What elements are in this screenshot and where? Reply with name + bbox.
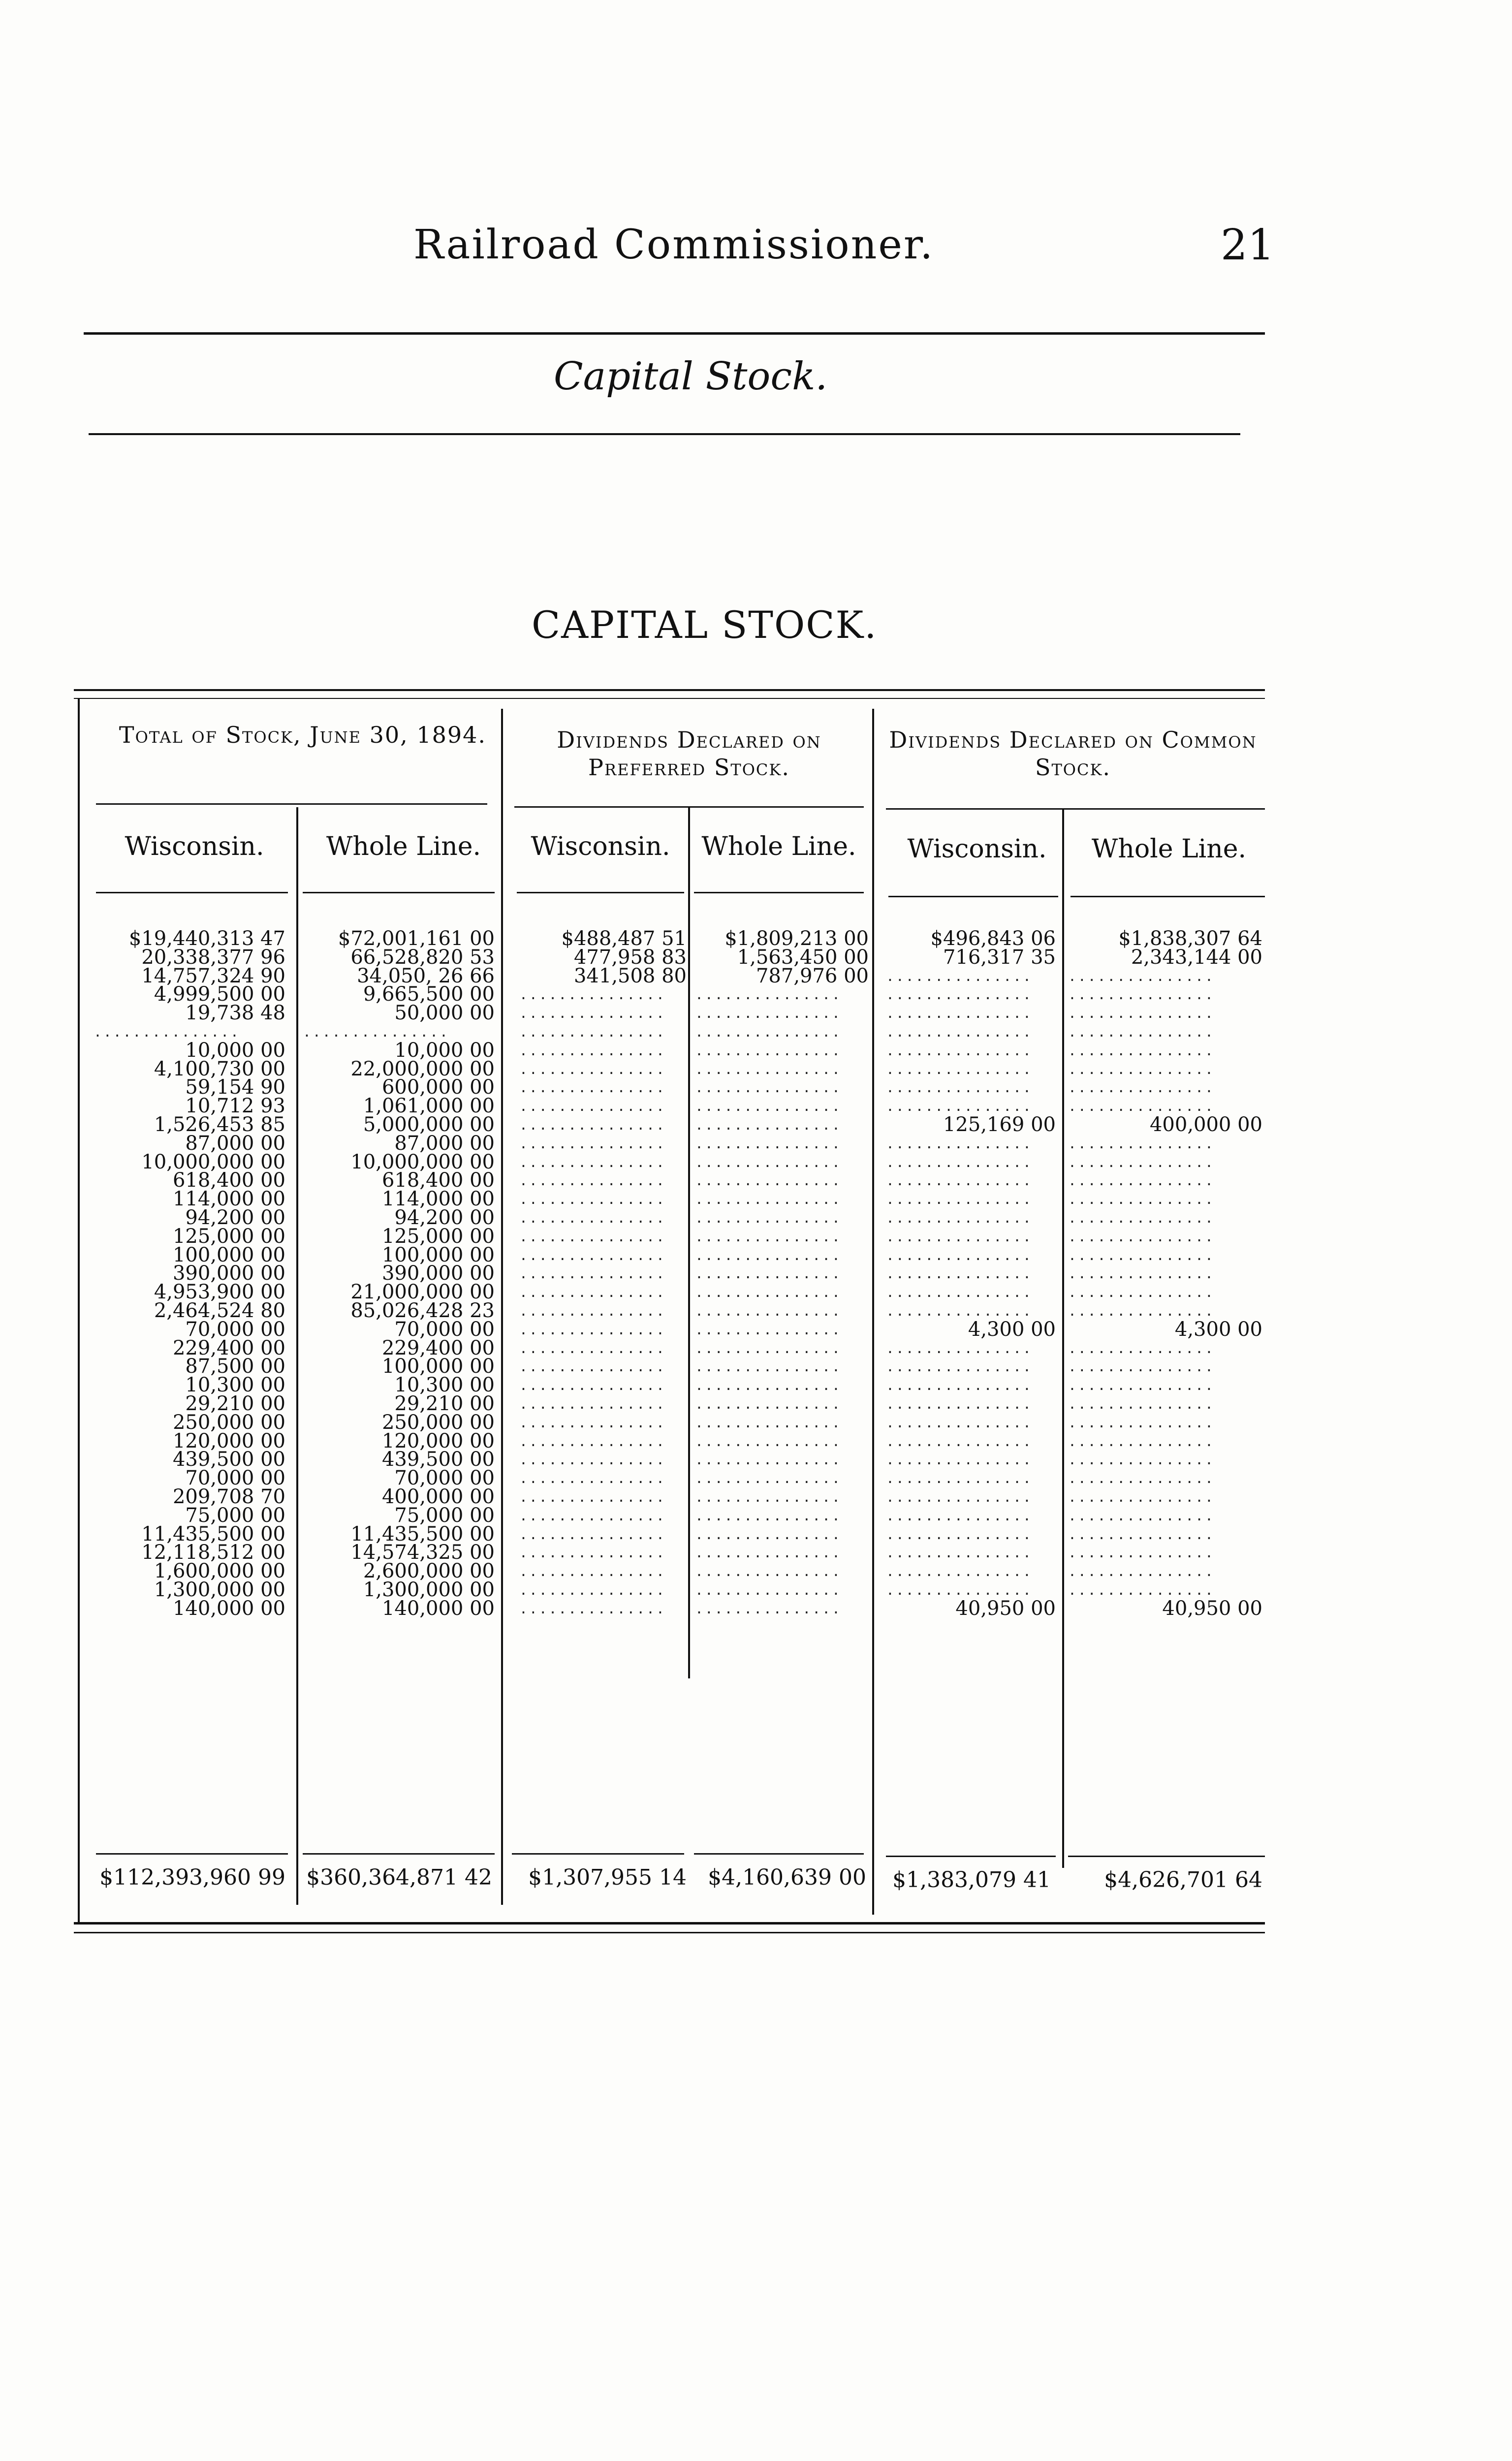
dotted-leader: ............... — [1068, 1358, 1215, 1375]
dotted-leader: ............... — [695, 1136, 842, 1152]
dotted-leader: ............... — [695, 1563, 842, 1579]
table-cell: 618,400 00 — [172, 1169, 285, 1192]
dotted-leader: ............... — [886, 1247, 1033, 1263]
total-cell: $4,160,639 00 — [708, 1865, 866, 1890]
dotted-leader: ............... — [519, 1172, 666, 1189]
divider-group-2 — [872, 709, 874, 1915]
table-title: CAPITAL STOCK. — [532, 603, 878, 647]
table-bottom-rule-inner — [74, 1932, 1265, 1933]
table-cell: 10,300 00 — [394, 1374, 495, 1396]
dotted-leader: ............... — [695, 1489, 842, 1505]
table-cell: $496,843 06 — [930, 927, 1056, 950]
table-cell: 10,000,000 00 — [350, 1151, 495, 1173]
totals-rule-3 — [512, 1853, 684, 1855]
column-head-rule-5 — [888, 896, 1058, 897]
dotted-leader: ............... — [695, 1042, 842, 1059]
table-cell: 11,435,500 00 — [350, 1523, 495, 1546]
table-cell: 40,950 00 — [955, 1597, 1056, 1620]
table-cell: 400,000 00 — [1149, 1113, 1262, 1136]
table-cell: 100,000 00 — [381, 1355, 495, 1378]
table-cell: 4,300 00 — [968, 1318, 1056, 1341]
table-top-rule-inner — [74, 698, 1265, 699]
table-cell: 70,000 00 — [394, 1318, 495, 1341]
column-header-stock-wisconsin: Wisconsin. — [125, 832, 264, 861]
table-cell: 250,000 00 — [381, 1411, 495, 1434]
group-header-preferred-dividends: Dividends Declared on Preferred Stock. — [557, 726, 821, 781]
table-cell: 87,000 00 — [185, 1132, 285, 1155]
table-cell: $72,001,161 00 — [338, 927, 495, 950]
table-cell: 29,210 00 — [185, 1392, 285, 1415]
table-cell: 787,976 00 — [756, 965, 869, 987]
dotted-leader: ............... — [1068, 1247, 1215, 1263]
table-bottom-rule — [74, 1922, 1265, 1925]
table-cell: 10,000,000 00 — [141, 1151, 285, 1173]
subtitle-rule — [89, 433, 1240, 435]
column-head-rule-6 — [1071, 896, 1265, 897]
group-header-total-stock: Total of Stock, June 30, 1894. — [119, 722, 487, 748]
table-cell: 100,000 00 — [381, 1244, 495, 1266]
dotted-leader: ............... — [1068, 1489, 1215, 1505]
totals-rule-1 — [96, 1853, 288, 1855]
table-cell: 10,300 00 — [185, 1374, 285, 1396]
table-cell: 390,000 00 — [172, 1262, 285, 1285]
dotted-leader: ............... — [695, 1470, 842, 1486]
divider-stock-columns — [296, 807, 298, 1905]
dotted-leader: ............... — [886, 1061, 1033, 1077]
totals-rule-6 — [1068, 1856, 1265, 1857]
dotted-leader: ............... — [886, 1545, 1033, 1561]
column-header-preferred-whole-line: Whole Line. — [701, 832, 856, 861]
dotted-leader: ............... — [695, 1247, 842, 1263]
dotted-leader: ............... — [695, 1322, 842, 1338]
dotted-leader: ............... — [1068, 1265, 1215, 1282]
dotted-leader: ............... — [519, 1117, 666, 1133]
table-cell: $1,809,213 00 — [724, 927, 869, 950]
dotted-leader: ............... — [1068, 1024, 1215, 1040]
dotted-leader: ............... — [886, 1377, 1033, 1393]
dotted-leader: ............... — [886, 1229, 1033, 1245]
dotted-leader: ............... — [1068, 1508, 1215, 1524]
column-header-common-whole-line: Whole Line. — [1091, 834, 1247, 864]
table-cell: 4,300 00 — [1174, 1318, 1262, 1341]
dotted-leader: ............... — [695, 1396, 842, 1412]
table-cell: 209,708 70 — [172, 1485, 285, 1508]
table-cell: 1,600,000 00 — [154, 1560, 285, 1582]
table-cell: 1,300,000 00 — [154, 1578, 285, 1601]
column-header-preferred-wisconsin: Wisconsin. — [531, 832, 670, 861]
table-cell: 70,000 00 — [185, 1467, 285, 1489]
dotted-leader: ............... — [695, 1377, 842, 1393]
dotted-leader: ............... — [1068, 1545, 1215, 1561]
dotted-leader: ............... — [886, 1582, 1033, 1598]
dotted-leader: ............... — [519, 1545, 666, 1561]
dotted-leader: ............... — [1068, 1563, 1215, 1579]
group-header-common-dividends: Dividends Declared on Common Stock. — [889, 726, 1257, 781]
divider-preferred-columns — [688, 807, 690, 1678]
dotted-leader: ............... — [1068, 1154, 1215, 1170]
column-head-rule-4 — [694, 892, 864, 893]
dotted-leader: ............... — [519, 1377, 666, 1393]
column-header-common-wisconsin: Wisconsin. — [907, 834, 1047, 864]
running-header-title: Railroad Commissioner. — [413, 221, 935, 268]
dotted-leader: ............... — [886, 1284, 1033, 1300]
dotted-leader: ............... — [886, 1358, 1033, 1375]
dotted-leader: ............... — [1068, 1396, 1215, 1412]
dotted-leader: ............... — [1068, 1470, 1215, 1486]
total-cell: $360,364,871 42 — [306, 1865, 492, 1890]
section-subtitle: Capital Stock. — [554, 354, 828, 399]
table-cell: 9,665,500 00 — [363, 983, 495, 1006]
dotted-leader: ............... — [886, 1470, 1033, 1486]
dotted-leader: ............... — [519, 1601, 666, 1617]
totals-rule-4 — [694, 1853, 864, 1855]
table-cell: 229,400 00 — [172, 1337, 285, 1359]
table-cell: 600,000 00 — [381, 1076, 495, 1099]
total-cell: $1,307,955 14 — [528, 1865, 687, 1890]
dotted-leader: ............... — [886, 1005, 1033, 1021]
dotted-leader: ............... — [695, 1117, 842, 1133]
dotted-leader: ............... — [519, 1061, 666, 1077]
dotted-leader: ............... — [519, 1526, 666, 1543]
dotted-leader: ............... — [886, 1079, 1033, 1096]
dotted-leader: ............... — [695, 1358, 842, 1375]
dotted-leader: ............... — [695, 1433, 842, 1450]
table-cell: 66,528,820 53 — [350, 946, 495, 969]
dotted-leader: ............... — [519, 1191, 666, 1207]
table-cell: 70,000 00 — [394, 1467, 495, 1489]
dotted-leader: ............... — [519, 1322, 666, 1338]
table-cell: 50,000 00 — [394, 1002, 495, 1024]
dotted-leader: ............... — [886, 1024, 1033, 1040]
table-cell: 12,118,512 00 — [141, 1541, 285, 1564]
table-cell: 59,154 90 — [185, 1076, 285, 1099]
dotted-leader: ............... — [519, 1154, 666, 1170]
dotted-leader: ............... — [695, 1508, 842, 1524]
dotted-leader: ............... — [519, 1265, 666, 1282]
table-cell: 94,200 00 — [394, 1206, 495, 1229]
dotted-leader: ............... — [1068, 1377, 1215, 1393]
table-cell: 341,508 80 — [573, 965, 687, 987]
dotted-leader: ............... — [886, 1172, 1033, 1189]
dotted-leader: ............... — [695, 1582, 842, 1598]
table-cell: 10,000 00 — [394, 1039, 495, 1062]
total-cell: $4,626,701 64 — [1104, 1867, 1262, 1893]
table-cell: 4,100,730 00 — [154, 1058, 285, 1080]
table-cell: 100,000 00 — [172, 1244, 285, 1266]
dotted-leader: ............... — [886, 1433, 1033, 1450]
table-cell: 229,400 00 — [381, 1337, 495, 1359]
dotted-leader: ............... — [886, 1154, 1033, 1170]
dotted-leader: ............... — [886, 986, 1033, 1003]
dotted-leader: ............... — [519, 1415, 666, 1431]
table-cell: 14,757,324 90 — [141, 965, 285, 987]
group-rule-1 — [96, 803, 487, 805]
dotted-leader: ............... — [519, 986, 666, 1003]
dotted-leader: ............... — [1068, 1172, 1215, 1189]
dotted-leader: ............... — [519, 1210, 666, 1226]
dotted-leader: ............... — [1068, 1005, 1215, 1021]
dotted-leader: ............... — [519, 1284, 666, 1300]
column-head-rule-1 — [96, 892, 288, 893]
page-number: 21 — [1221, 221, 1275, 270]
dotted-leader: ............... — [1068, 1451, 1215, 1468]
table-cell: 19,738 48 — [185, 1002, 285, 1024]
table-cell: 1,563,450 00 — [737, 946, 869, 969]
dotted-leader: ............... — [695, 1284, 842, 1300]
dotted-leader: ............... — [1068, 1210, 1215, 1226]
table-cell: 87,500 00 — [185, 1355, 285, 1378]
divider-group-1 — [501, 709, 503, 1905]
dotted-leader: ............... — [886, 1136, 1033, 1152]
dotted-leader: ............... — [1068, 1136, 1215, 1152]
table-cell: 10,712 93 — [185, 1095, 285, 1117]
table-cell: 4,953,900 00 — [154, 1281, 285, 1303]
table-cell: 439,500 00 — [172, 1448, 285, 1471]
table-cell: 125,000 00 — [172, 1225, 285, 1248]
table-cell: 120,000 00 — [381, 1430, 495, 1452]
column-head-rule-3 — [517, 892, 684, 893]
dotted-leader: ............... — [695, 986, 842, 1003]
table-cell: 22,000,000 00 — [350, 1058, 495, 1080]
table-cell: 125,169 00 — [943, 1113, 1056, 1136]
dotted-leader: ............... — [303, 1024, 449, 1040]
dotted-leader: ............... — [519, 1247, 666, 1263]
dotted-leader: ............... — [1068, 1229, 1215, 1245]
dotted-leader: ............... — [519, 1079, 666, 1096]
dotted-leader: ............... — [519, 1042, 666, 1059]
dotted-leader: ............... — [695, 1098, 842, 1114]
dotted-leader: ............... — [886, 1451, 1033, 1468]
dotted-leader: ............... — [519, 1303, 666, 1319]
dotted-leader: ............... — [695, 1024, 842, 1040]
dotted-leader: ............... — [886, 1098, 1033, 1114]
dotted-leader: ............... — [695, 1526, 842, 1543]
dotted-leader: ............... — [695, 1210, 842, 1226]
dotted-leader: ............... — [519, 1470, 666, 1486]
dotted-leader: ............... — [695, 1172, 842, 1189]
table-cell: 439,500 00 — [381, 1448, 495, 1471]
dotted-leader: ............... — [886, 1265, 1033, 1282]
dotted-leader: ............... — [695, 1451, 842, 1468]
dotted-leader: ............... — [695, 1303, 842, 1319]
table-cell: 11,435,500 00 — [141, 1523, 285, 1546]
dotted-leader: ............... — [1068, 1415, 1215, 1431]
dotted-leader: ............... — [695, 1005, 842, 1021]
dotted-leader: ............... — [1068, 1433, 1215, 1450]
table-cell: 1,526,453 85 — [154, 1113, 285, 1136]
dotted-leader: ............... — [1068, 1284, 1215, 1300]
dotted-leader: ............... — [1068, 1061, 1215, 1077]
table-cell: 20,338,377 96 — [141, 946, 285, 969]
dotted-leader: ............... — [695, 1229, 842, 1245]
dotted-leader: ............... — [1068, 1079, 1215, 1096]
dotted-leader: ............... — [695, 1601, 842, 1617]
table-cell: 94,200 00 — [185, 1206, 285, 1229]
table-cell: 70,000 00 — [185, 1318, 285, 1341]
dotted-leader: ............... — [1068, 968, 1215, 984]
dotted-leader: ............... — [519, 1136, 666, 1152]
dotted-leader: ............... — [519, 1508, 666, 1524]
dotted-leader: ............... — [519, 1358, 666, 1375]
total-cell: $112,393,960 99 — [99, 1865, 285, 1890]
dotted-leader: ............... — [886, 1526, 1033, 1543]
totals-rule-5 — [886, 1856, 1056, 1857]
table-cell: 1,300,000 00 — [363, 1578, 495, 1601]
dotted-leader: ............... — [1068, 1098, 1215, 1114]
table-cell: 1,061,000 00 — [363, 1095, 495, 1117]
table-cell: $1,838,307 64 — [1118, 927, 1262, 950]
dotted-leader: ............... — [695, 1545, 842, 1561]
table-cell: 4,999,500 00 — [154, 983, 285, 1006]
dotted-leader: ............... — [519, 1005, 666, 1021]
table-cell: 140,000 00 — [381, 1597, 495, 1620]
table-cell: 75,000 00 — [185, 1504, 285, 1527]
table-cell: 250,000 00 — [172, 1411, 285, 1434]
dotted-leader: ............... — [519, 1229, 666, 1245]
table-cell: 40,950 00 — [1162, 1597, 1262, 1620]
dotted-leader: ............... — [695, 1061, 842, 1077]
dotted-leader: ............... — [886, 1303, 1033, 1319]
dotted-leader: ............... — [519, 1098, 666, 1114]
dotted-leader: ............... — [1068, 1340, 1215, 1357]
table-cell: 114,000 00 — [172, 1188, 285, 1210]
table-cell: 34,050, 26 66 — [357, 965, 495, 987]
dotted-leader: ............... — [886, 1210, 1033, 1226]
table-cell: 87,000 00 — [394, 1132, 495, 1155]
total-cell: $1,383,079 41 — [892, 1867, 1051, 1893]
table-cell: 85,026,428 23 — [350, 1299, 495, 1322]
table-cell: 140,000 00 — [172, 1597, 285, 1620]
dotted-leader: ............... — [94, 1024, 240, 1040]
table-cell: 75,000 00 — [394, 1504, 495, 1527]
column-header-stock-whole-line: Whole Line. — [326, 832, 481, 861]
dotted-leader: ............... — [1068, 1526, 1215, 1543]
dotted-leader: ............... — [519, 1340, 666, 1357]
dotted-leader: ............... — [519, 1582, 666, 1598]
dotted-leader: ............... — [695, 1079, 842, 1096]
table-cell: 390,000 00 — [381, 1262, 495, 1285]
table-cell: 2,343,144 00 — [1131, 946, 1262, 969]
dotted-leader: ............... — [695, 1340, 842, 1357]
table-cell: 618,400 00 — [381, 1169, 495, 1192]
dotted-leader: ............... — [695, 1265, 842, 1282]
dotted-leader: ............... — [519, 1563, 666, 1579]
table-cell: 400,000 00 — [381, 1485, 495, 1508]
totals-rule-2 — [303, 1853, 495, 1855]
dotted-leader: ............... — [886, 1563, 1033, 1579]
dotted-leader: ............... — [886, 1396, 1033, 1412]
dotted-leader: ............... — [519, 1024, 666, 1040]
dotted-leader: ............... — [519, 1489, 666, 1505]
dotted-leader: ............... — [519, 1433, 666, 1450]
dotted-leader: ............... — [886, 1415, 1033, 1431]
group-rule-3 — [886, 808, 1265, 810]
header-rule — [84, 332, 1265, 335]
table-cell: 21,000,000 00 — [350, 1281, 495, 1303]
dotted-leader: ............... — [695, 1191, 842, 1207]
table-cell: 2,600,000 00 — [363, 1560, 495, 1582]
dotted-leader: ............... — [1068, 1303, 1215, 1319]
table-cell: 120,000 00 — [172, 1430, 285, 1452]
dotted-leader: ............... — [1068, 1191, 1215, 1207]
dotted-leader: ............... — [886, 1340, 1033, 1357]
dotted-leader: ............... — [519, 1451, 666, 1468]
dotted-leader: ............... — [1068, 986, 1215, 1003]
table-cell: 10,000 00 — [185, 1039, 285, 1062]
table-cell: 716,317 35 — [943, 946, 1056, 969]
table-cell: $19,440,313 47 — [128, 927, 285, 950]
dotted-leader: ............... — [695, 1415, 842, 1431]
dotted-leader: ............... — [1068, 1042, 1215, 1059]
dotted-leader: ............... — [695, 1154, 842, 1170]
dotted-leader: ............... — [886, 1489, 1033, 1505]
table-cell: $488,487 51 — [561, 927, 687, 950]
dotted-leader: ............... — [886, 968, 1033, 984]
table-cell: 2,464,524 80 — [154, 1299, 285, 1322]
dotted-leader: ............... — [886, 1508, 1033, 1524]
table-cell: 477,958 83 — [573, 946, 687, 969]
table-cell: 5,000,000 00 — [363, 1113, 495, 1136]
table-top-rule — [74, 689, 1265, 691]
dotted-leader: ............... — [886, 1191, 1033, 1207]
dotted-leader: ............... — [519, 1396, 666, 1412]
table-cell: 125,000 00 — [381, 1225, 495, 1248]
table-cell: 14,574,325 00 — [350, 1541, 495, 1564]
dotted-leader: ............... — [886, 1042, 1033, 1059]
table-cell: 114,000 00 — [381, 1188, 495, 1210]
table-cell: 29,210 00 — [394, 1392, 495, 1415]
dotted-leader: ............... — [1068, 1582, 1215, 1598]
column-head-rule-2 — [303, 892, 495, 893]
